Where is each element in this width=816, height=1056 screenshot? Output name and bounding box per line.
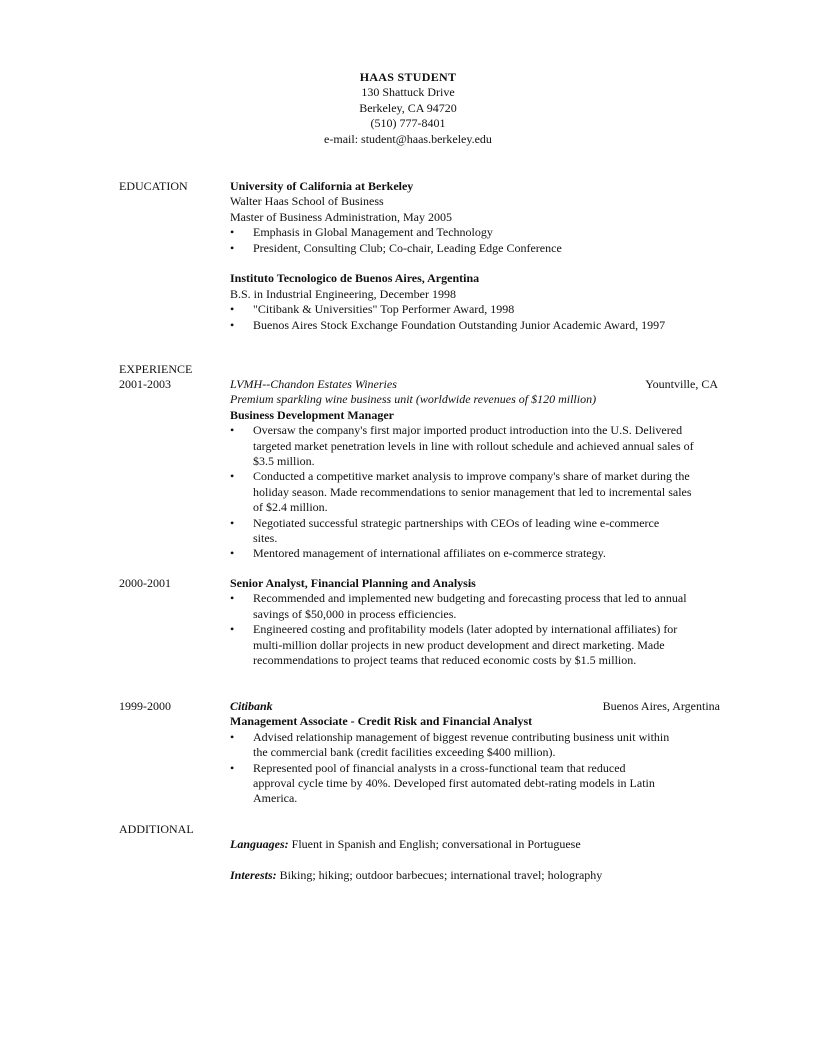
job-1	[230, 377, 718, 562]
school-2-bullets	[230, 302, 722, 333]
additional-label: ADDITIONAL	[119, 822, 194, 836]
contact-header	[260, 70, 556, 147]
list-item: • "Citibank & Universities" Top Performer Award, 1998	[230, 302, 515, 317]
job-1-company: LVMH--Chandon Estates Wineries	[230, 377, 397, 391]
list-item: • Mentored management of international affiliates on e-commerce strategy.	[230, 546, 606, 561]
address-line-2: Berkeley, CA 94720	[359, 100, 457, 115]
bullet-icon: •	[230, 240, 235, 255]
school-2-name: Instituto Tecnologico de Buenos Aires, Argentina	[230, 271, 480, 286]
candidate-name: HAAS STUDENT	[359, 70, 457, 84]
bullet-icon: •	[230, 302, 235, 317]
list-item: • Recommended and implemented new budgeting and forecasting process that led to annual savings of $50,000 in process efficiencies.	[230, 591, 687, 621]
school-1-line-1: Walter Haas School of Business	[230, 194, 384, 209]
bullet-icon: •	[230, 546, 235, 561]
experience-label: EXPERIENCE	[119, 362, 193, 376]
list-item: • Engineered costing and profitability models (later adopted by international affiliates) for multi-million dollar projects in new product development and direct marketing. Made recommendations to project teams that reduced economic costs by $1.5 million.	[230, 622, 678, 668]
email-address: e-mail: student@haas.berkeley.edu	[324, 131, 492, 146]
list-item: • Emphasis in Global Management and Technology	[230, 225, 493, 240]
list-item: • Represented pool of financial analysts in a cross-functional team that reduced approval cycle time by 40%. Developed first automated debt-rating models in Latin America.	[230, 760, 655, 806]
job-2-dates: 2000-2001	[119, 576, 171, 590]
job-1-dates: 2001-2003	[119, 377, 171, 391]
school-1-line-2: Master of Business Administration, May 2005	[230, 209, 452, 224]
job-3-dates: 1999-2000	[119, 699, 171, 713]
list-item: • Buenos Aires Stock Exchange Foundation Outstanding Junior Academic Award, 1997	[230, 317, 666, 332]
bullet-icon: •	[230, 469, 235, 484]
address-line-1: 130 Shattuck Drive	[361, 85, 455, 100]
bullet-icon: •	[230, 760, 235, 775]
education-label: EDUCATION	[119, 179, 188, 193]
list-item: • Conducted a competitive market analysis to improve company's share of market during the holiday season. Made recommendations to senior management that led to incremental sales of $2.4 million.	[230, 469, 692, 515]
school-1-name: University of California at Berkeley	[230, 179, 414, 193]
bullet-icon: •	[230, 317, 235, 332]
job-1-location: Yountville, CA	[645, 377, 718, 391]
interests-label: Interests:	[230, 867, 277, 882]
languages-text: Fluent in Spanish and English; conversational in Portuguese	[288, 837, 581, 851]
school-2-line-1: B.S. in Industrial Engineering, December 1998	[230, 286, 456, 301]
interests-text: Biking; hiking; outdoor barbecues; international travel; holography	[276, 867, 603, 882]
bullet-icon: •	[230, 515, 235, 530]
bullet-icon: •	[230, 622, 235, 637]
job-3-bullets	[230, 730, 670, 807]
list-item: • President, Consulting Club; Co-chair, Leading Edge Conference	[230, 240, 562, 255]
job-1-description: Premium sparkling wine business unit (worldwide revenues of $120 million)	[230, 392, 597, 407]
phone-number: (510) 777-8401	[370, 116, 446, 131]
job-1-bullets	[230, 423, 696, 562]
languages-line	[230, 837, 722, 852]
languages-label: Languages:	[230, 837, 289, 851]
job-2-title: Senior Analyst, Financial Planning and Analysis	[230, 576, 476, 590]
bullet-icon: •	[230, 591, 235, 606]
job-3-company: Citibank	[230, 699, 273, 713]
job-2-bullets	[230, 591, 690, 668]
job-3-location: Buenos Aires, Argentina	[602, 699, 720, 713]
list-item: • Negotiated successful strategic partnerships with CEOs of leading wine e-commerce sites.	[230, 515, 660, 546]
list-item: • Advised relationship management of biggest revenue contributing business unit within the commercial bank (credit facilities exceeding $400 million).	[230, 729, 670, 760]
school-1-bullets	[230, 225, 722, 256]
interests-line	[230, 868, 722, 883]
job-3	[230, 699, 720, 807]
additional-section	[230, 837, 722, 883]
bullet-icon: •	[230, 729, 235, 744]
job-1-title: Business Development Manager	[230, 407, 394, 422]
bullet-icon: •	[230, 423, 235, 438]
list-item: • Oversaw the company's first major imported product introduction into the U.S. Delivered targeted market penetration levels in line with rollout schedule and achieved annual sales of $3.5 million.	[230, 423, 694, 469]
job-2	[230, 576, 722, 668]
bullet-icon: •	[230, 225, 235, 240]
job-3-title: Management Associate - Credit Risk and Financial Analyst	[230, 714, 533, 729]
education-section	[230, 179, 722, 333]
